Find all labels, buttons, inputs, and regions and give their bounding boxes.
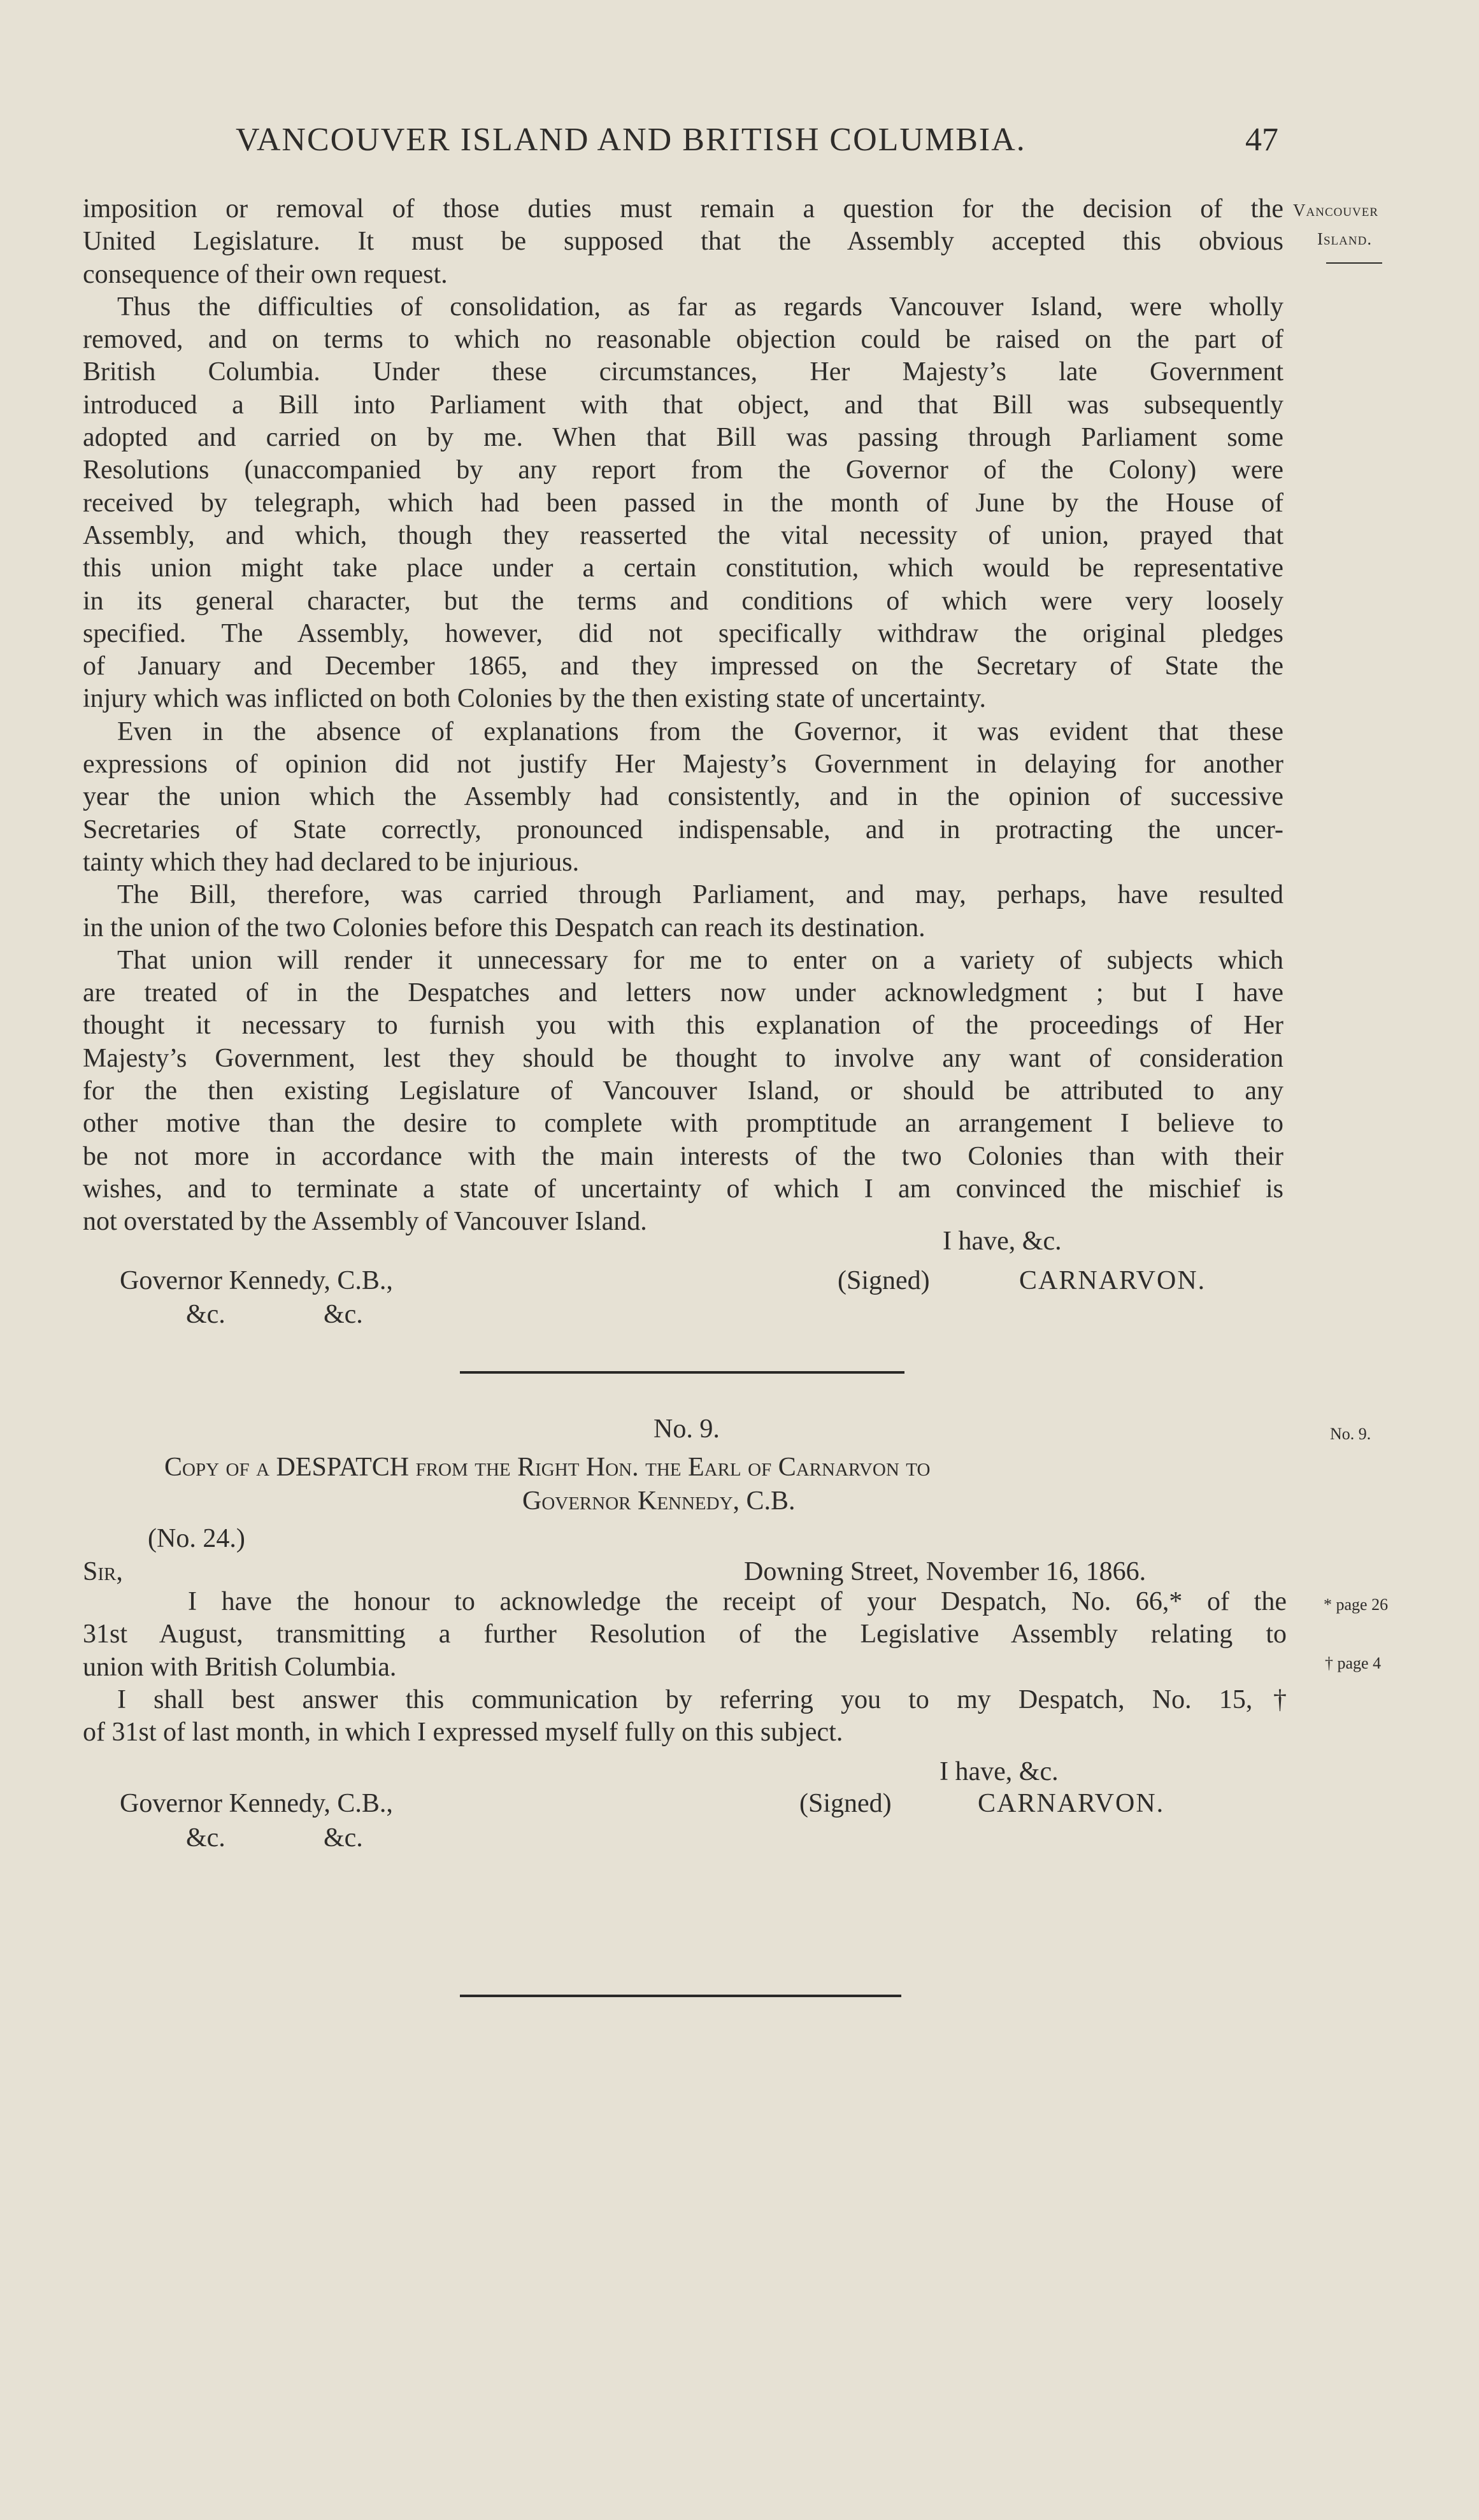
- text-line: year the union which the Assembly had consistently, and in the opinion of successive: [83, 782, 1283, 812]
- text-line: imposition or removal of those duties must remain a question for the decision of the: [83, 194, 1283, 224]
- etc-2b: &c.: [324, 1823, 363, 1853]
- margin-note-page26: * page 26: [1324, 1595, 1389, 1614]
- running-header: VANCOUVER ISLAND AND BRITISH COLUMBIA.: [236, 122, 1026, 158]
- closing-1: I have, &c.: [943, 1227, 1062, 1256]
- signed-label-1: (Signed): [838, 1266, 930, 1295]
- text-line: injury which was inflicted on both Colonies by the then existing state of uncertainty.: [83, 684, 986, 714]
- text-line: United Legislature. It must be supposed that the Assembly accepted this obvious: [83, 227, 1283, 257]
- closing-2: I have, &c.: [940, 1757, 1059, 1786]
- page-number: 47: [1245, 122, 1278, 158]
- place-date: Downing Street, November 16, 1866.: [744, 1557, 1147, 1586]
- text-line: Resolutions (unaccompanied by any report from the Governor of the Colony) were: [83, 455, 1283, 485]
- text-line: other motive than the desire to complete with promptitude an arrangement I believe to: [83, 1109, 1283, 1139]
- text-line: introduced a Bill into Parliament with that object, and that Bill was subsequently: [83, 390, 1283, 420]
- despatch-number: No. 9.: [654, 1414, 720, 1444]
- section-divider-1: [460, 1371, 904, 1374]
- text-line: for the then existing Legislature of Vancouver Island, or should be attributed to any: [83, 1076, 1283, 1106]
- etc-1a: &c.: [186, 1300, 225, 1329]
- margin-rule: [1326, 262, 1382, 264]
- salutation: Sir,: [83, 1557, 123, 1586]
- text-line: The Bill, therefore, was carried through Parliament, and may, perhaps, have resulted: [117, 880, 1283, 910]
- text-line: this union might take place under a certain constitution, which would be representative: [83, 553, 1283, 583]
- addressee-1: Governor Kennedy, C.B.,: [120, 1266, 393, 1295]
- text-line: thought it necessary to furnish you with this explanation of the proceedings of Her: [83, 1011, 1283, 1041]
- text-line: of January and December 1865, and they impressed on the Secretary of State the: [83, 651, 1283, 681]
- addressee-2: Governor Kennedy, C.B.,: [120, 1789, 393, 1818]
- text-line: are treated of in the Despatches and letters now under acknowledgment ; but I have: [83, 978, 1283, 1008]
- signatory-2: CARNARVON.: [978, 1789, 1165, 1818]
- text-line: received by telegraph, which had been passed in the month of June by the House of: [83, 488, 1283, 518]
- etc-1b: &c.: [324, 1300, 363, 1329]
- text-line: Secretaries of State correctly, pronounced indispensable, and in protracting the uncer-: [83, 815, 1283, 844]
- text-line: That union will render it unnecessary for me to enter on a variety of subjects which: [117, 945, 1283, 975]
- text-line: union with British Columbia.: [83, 1652, 397, 1682]
- despatch-title-line2: Governor Kennedy, C.B.: [522, 1486, 796, 1516]
- despatch-ref: (No. 24.): [148, 1524, 245, 1553]
- margin-note-vancouver: Vancouver: [1293, 201, 1379, 220]
- text-line: Assembly, and which, though they reasserted the vital necessity of union, prayed that: [83, 520, 1283, 550]
- text-line: not overstated by the Assembly of Vancouver Island.: [83, 1207, 647, 1237]
- signed-label-2: (Signed): [799, 1789, 892, 1818]
- text-line: wishes, and to terminate a state of uncertainty of which I am convinced the mischief is: [83, 1174, 1283, 1204]
- text-line: of 31st of last month, in which I expressed myself fully on this subject.: [83, 1718, 843, 1748]
- text-line: I shall best answer this communication by referring you to my Despatch, No. 15,†: [117, 1684, 1287, 1714]
- text-line: in its general character, but the terms and conditions of which were very loosely: [83, 586, 1283, 616]
- despatch-title-line1: Copy of a DESPATCH from the Right Hon. the Earl of Carnarvon to: [164, 1453, 931, 1482]
- text-line: I have the honour to acknowledge the receipt of your Despatch, No. 66,* of the: [188, 1587, 1287, 1616]
- margin-note-no9: No. 9.: [1330, 1425, 1371, 1443]
- text-line: Majesty’s Government, lest they should be thought to involve any want of consideration: [83, 1043, 1283, 1073]
- text-line: Even in the absence of explanations from the Governor, it was evident that these: [117, 716, 1283, 746]
- signatory-1: CARNARVON.: [1019, 1266, 1206, 1295]
- text-line: expressions of opinion did not justify Her Majesty’s Government in delaying for another: [83, 750, 1283, 779]
- text-line: British Columbia. Under these circumstances, Her Majesty’s late Government: [83, 357, 1283, 387]
- text-line: 31st August, transmitting a further Resolution of the Legislative Assembly relating to: [83, 1619, 1287, 1649]
- text-line: adopted and carried on by me. When that Bill was passing through Parliament some: [83, 423, 1283, 453]
- despatch-body-1: [83, 193, 1283, 1239]
- text-line: tainty which they had declared to be injurious.: [83, 847, 580, 877]
- text-line: consequence of their own request.: [83, 259, 448, 289]
- section-divider-2: [460, 1995, 901, 1997]
- text-line: specified. The Assembly, however, did not specifically withdraw the original pledges: [83, 618, 1283, 648]
- despatch-body-2: [83, 1586, 1287, 1749]
- text-line: Thus the difficulties of consolidation, as far as regards Vancouver Island, were wholly: [117, 292, 1283, 322]
- margin-note-page4: † page 4: [1325, 1654, 1382, 1672]
- text-line: in the union of the two Colonies before this Despatch can reach its destination.: [83, 913, 925, 943]
- etc-2a: &c.: [186, 1823, 225, 1853]
- text-line: removed, and on terms to which no reasonable objection could be raised on the part of: [83, 325, 1283, 355]
- text-line: be not more in accordance with the main interests of the two Colonies than with their: [83, 1141, 1283, 1171]
- margin-note-island: Island.: [1317, 229, 1373, 248]
